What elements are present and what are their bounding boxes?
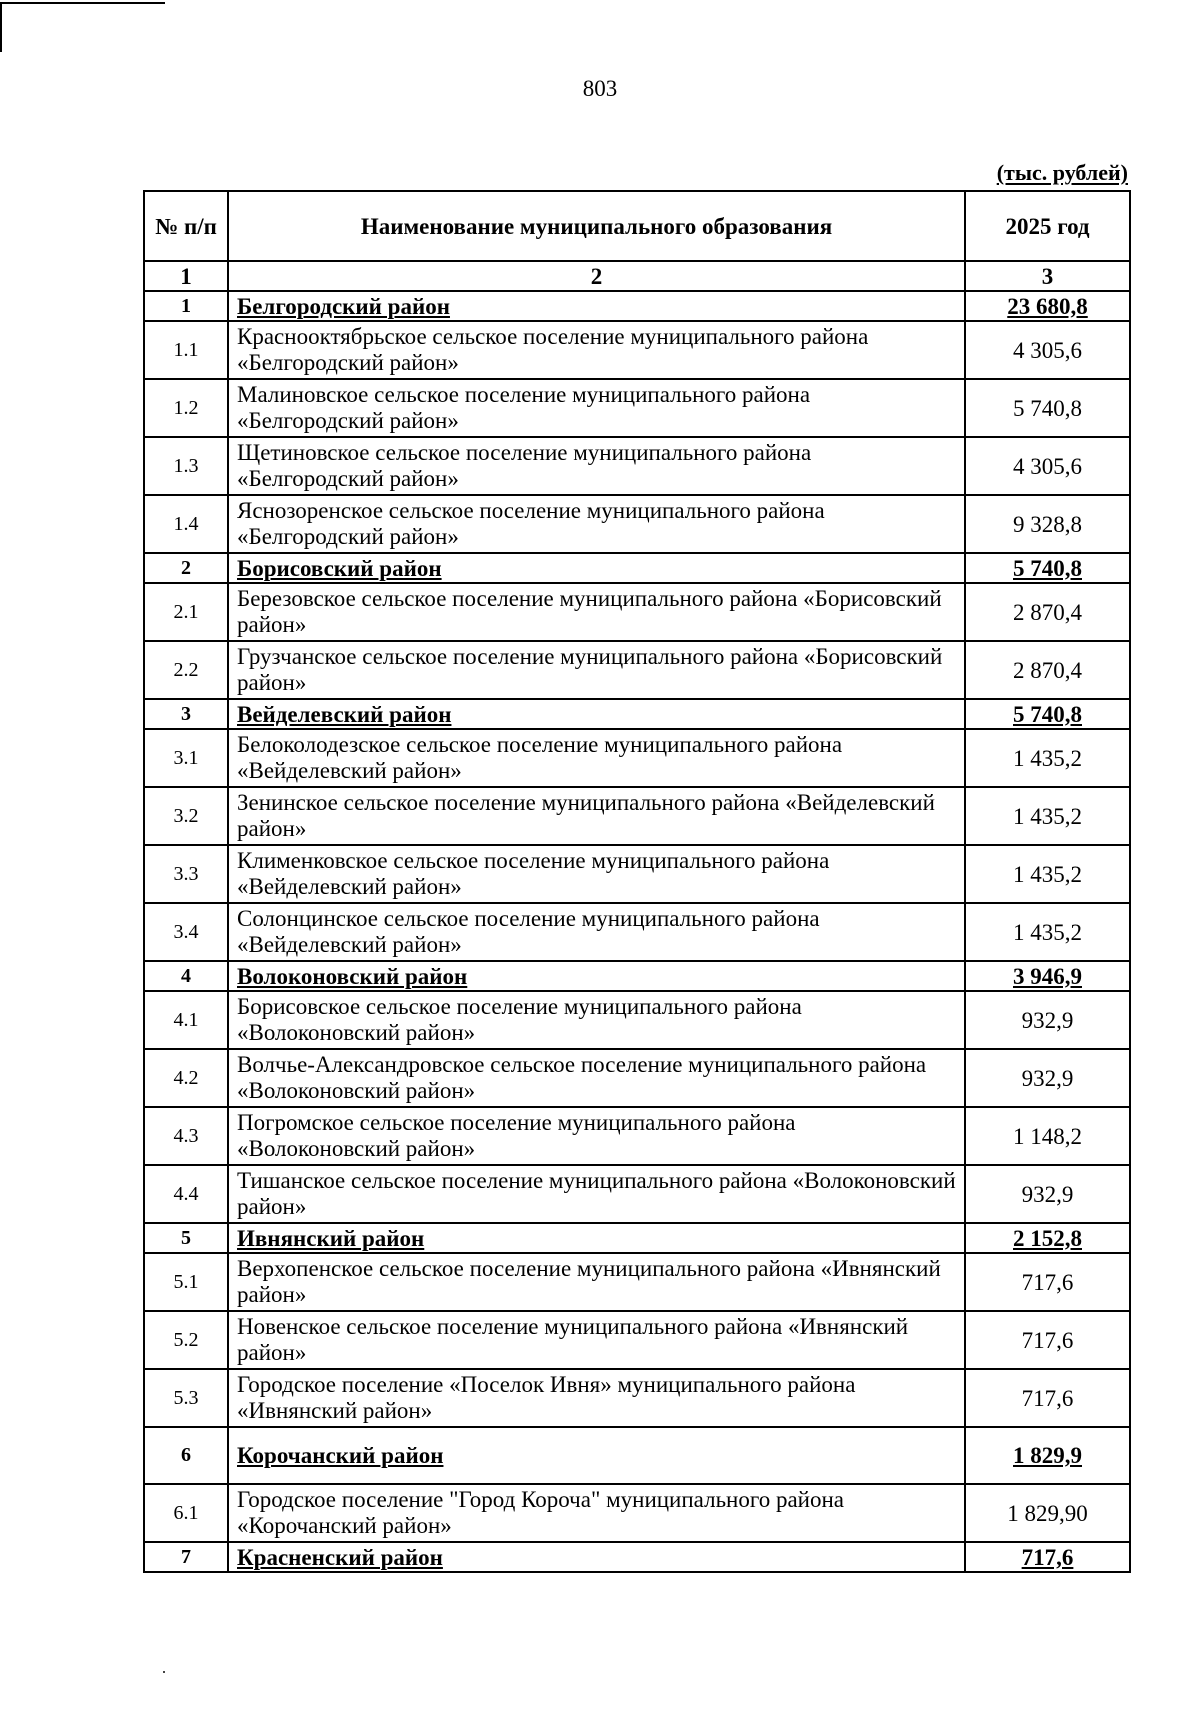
row-value: 3 946,9	[965, 961, 1130, 991]
row-value: 4 305,6	[965, 437, 1130, 495]
row-number: 3.1	[144, 729, 228, 787]
row-value: 932,9	[965, 991, 1130, 1049]
row-number: 1.1	[144, 321, 228, 379]
row-value: 2 152,8	[965, 1223, 1130, 1253]
row-number: 6	[144, 1427, 228, 1484]
row-value: 4 305,6	[965, 321, 1130, 379]
district-row	[144, 553, 1130, 583]
row-value: 9 328,8	[965, 495, 1130, 553]
row-value: 1 148,2	[965, 1107, 1130, 1165]
row-number: 6.1	[144, 1484, 228, 1542]
row-value: 717,6	[965, 1542, 1130, 1572]
row-name: Верхопенское сельское поселение муниципального района «Ивнянский район»	[228, 1253, 965, 1311]
row-name: Белгородский район	[228, 291, 965, 321]
table-row	[144, 787, 1130, 845]
table-row	[144, 641, 1130, 699]
column-number-row	[144, 261, 1130, 291]
row-name: Зенинское сельское поселение муниципального района «Вейделевский район»	[228, 787, 965, 845]
row-name: Красненский район	[228, 1542, 965, 1572]
row-name: Тишанское сельское поселение муниципального района «Волоконовский район»	[228, 1165, 965, 1223]
row-number: 4	[144, 961, 228, 991]
table-row	[144, 1107, 1130, 1165]
row-number: 3	[144, 699, 228, 729]
row-name: Волоконовский район	[228, 961, 965, 991]
row-number: 5.3	[144, 1369, 228, 1427]
row-name: Городское поселение «Поселок Ивня» муниципального района «Ивнянский район»	[228, 1369, 965, 1427]
row-number: 4.1	[144, 991, 228, 1049]
row-value: 5 740,8	[965, 553, 1130, 583]
table-row	[144, 1165, 1130, 1223]
table-header-row	[144, 191, 1130, 261]
row-number: 5.1	[144, 1253, 228, 1311]
column-number: 3	[965, 261, 1130, 291]
budget-table	[143, 190, 1131, 1573]
scan-speck	[163, 1671, 165, 1673]
row-value: 717,6	[965, 1369, 1130, 1427]
row-value: 932,9	[965, 1049, 1130, 1107]
row-name: Городское поселение "Город Короча" муниципального района «Корочанский район»	[228, 1484, 965, 1542]
row-value: 23 680,8	[965, 291, 1130, 321]
table-row	[144, 495, 1130, 553]
district-row	[144, 699, 1130, 729]
table-row	[144, 437, 1130, 495]
row-name: Волчье-Александровское сельское поселение муниципального района «Волоконовский район»	[228, 1049, 965, 1107]
row-name: Борисовское сельское поселение муниципального района «Волоконовский район»	[228, 991, 965, 1049]
row-name: Ивнянский район	[228, 1223, 965, 1253]
table-row	[144, 845, 1130, 903]
row-value: 1 435,2	[965, 729, 1130, 787]
row-name: Белоколодезское сельское поселение муниципального района «Вейделевский район»	[228, 729, 965, 787]
row-name: Новенское сельское поселение муниципального района «Ивнянский район»	[228, 1311, 965, 1369]
row-number: 3.2	[144, 787, 228, 845]
units-label: (тыс. рублей)	[996, 160, 1128, 185]
table-row	[144, 1484, 1130, 1542]
row-number: 2	[144, 553, 228, 583]
row-name: Краснооктябрьское сельское поселение муниципального района «Белгородский район»	[228, 321, 965, 379]
table-row	[144, 379, 1130, 437]
table-row	[144, 1369, 1130, 1427]
row-number: 1.3	[144, 437, 228, 495]
row-name: Малиновское сельское поселение муниципального района «Белгородский район»	[228, 379, 965, 437]
district-row	[144, 291, 1130, 321]
row-number: 3.3	[144, 845, 228, 903]
row-value: 1 435,2	[965, 787, 1130, 845]
row-number: 2.2	[144, 641, 228, 699]
row-name: Грузчанское сельское поселение муниципального района «Борисовский район»	[228, 641, 965, 699]
row-value: 717,6	[965, 1311, 1130, 1369]
table-row	[144, 1253, 1130, 1311]
row-value: 1 435,2	[965, 903, 1130, 961]
row-value: 5 740,8	[965, 379, 1130, 437]
table-row	[144, 583, 1130, 641]
column-number: 1	[144, 261, 228, 291]
row-name: Щетиновское сельское поселение муниципального района «Белгородский район»	[228, 437, 965, 495]
column-number: 2	[228, 261, 965, 291]
row-number: 1	[144, 291, 228, 321]
header-year: 2025 год	[965, 191, 1130, 261]
table-row	[144, 729, 1130, 787]
row-value: 1 435,2	[965, 845, 1130, 903]
row-number: 2.1	[144, 583, 228, 641]
row-name: Березовское сельское поселение муниципального района «Борисовский район»	[228, 583, 965, 641]
row-name: Борисовский район	[228, 553, 965, 583]
table-row	[144, 1049, 1130, 1107]
row-number: 5	[144, 1223, 228, 1253]
district-row	[144, 1223, 1130, 1253]
row-value: 1 829,9	[965, 1427, 1130, 1484]
district-row	[144, 1427, 1130, 1484]
scan-edge-line	[0, 2, 2, 52]
row-name: Корочанский район	[228, 1427, 965, 1484]
scan-edge-line	[0, 2, 165, 4]
district-row	[144, 961, 1130, 991]
row-number: 7	[144, 1542, 228, 1572]
row-value: 717,6	[965, 1253, 1130, 1311]
district-row	[144, 1542, 1130, 1572]
row-value: 932,9	[965, 1165, 1130, 1223]
row-number: 4.3	[144, 1107, 228, 1165]
page-number: 803	[582, 76, 618, 101]
row-number: 4.4	[144, 1165, 228, 1223]
row-name: Вейделевский район	[228, 699, 965, 729]
table-body	[144, 291, 1130, 1572]
row-number: 5.2	[144, 1311, 228, 1369]
row-number: 4.2	[144, 1049, 228, 1107]
row-name: Погромское сельское поселение муниципального района «Волоконовский район»	[228, 1107, 965, 1165]
header-name: Наименование муниципального образования	[228, 191, 965, 261]
table-row	[144, 903, 1130, 961]
table-row	[144, 321, 1130, 379]
row-name: Солонцинское сельское поселение муниципального района «Вейделевский район»	[228, 903, 965, 961]
row-number: 3.4	[144, 903, 228, 961]
row-value: 2 870,4	[965, 583, 1130, 641]
row-value: 5 740,8	[965, 699, 1130, 729]
row-number: 1.2	[144, 379, 228, 437]
table-row	[144, 1311, 1130, 1369]
row-value: 2 870,4	[965, 641, 1130, 699]
row-value: 1 829,90	[965, 1484, 1130, 1542]
row-name: Яснозоренское сельское поселение муниципального района «Белгородский район»	[228, 495, 965, 553]
table-row	[144, 991, 1130, 1049]
header-number: № п/п	[144, 191, 228, 261]
row-number: 1.4	[144, 495, 228, 553]
row-name: Клименковское сельское поселение муниципального района «Вейделевский район»	[228, 845, 965, 903]
